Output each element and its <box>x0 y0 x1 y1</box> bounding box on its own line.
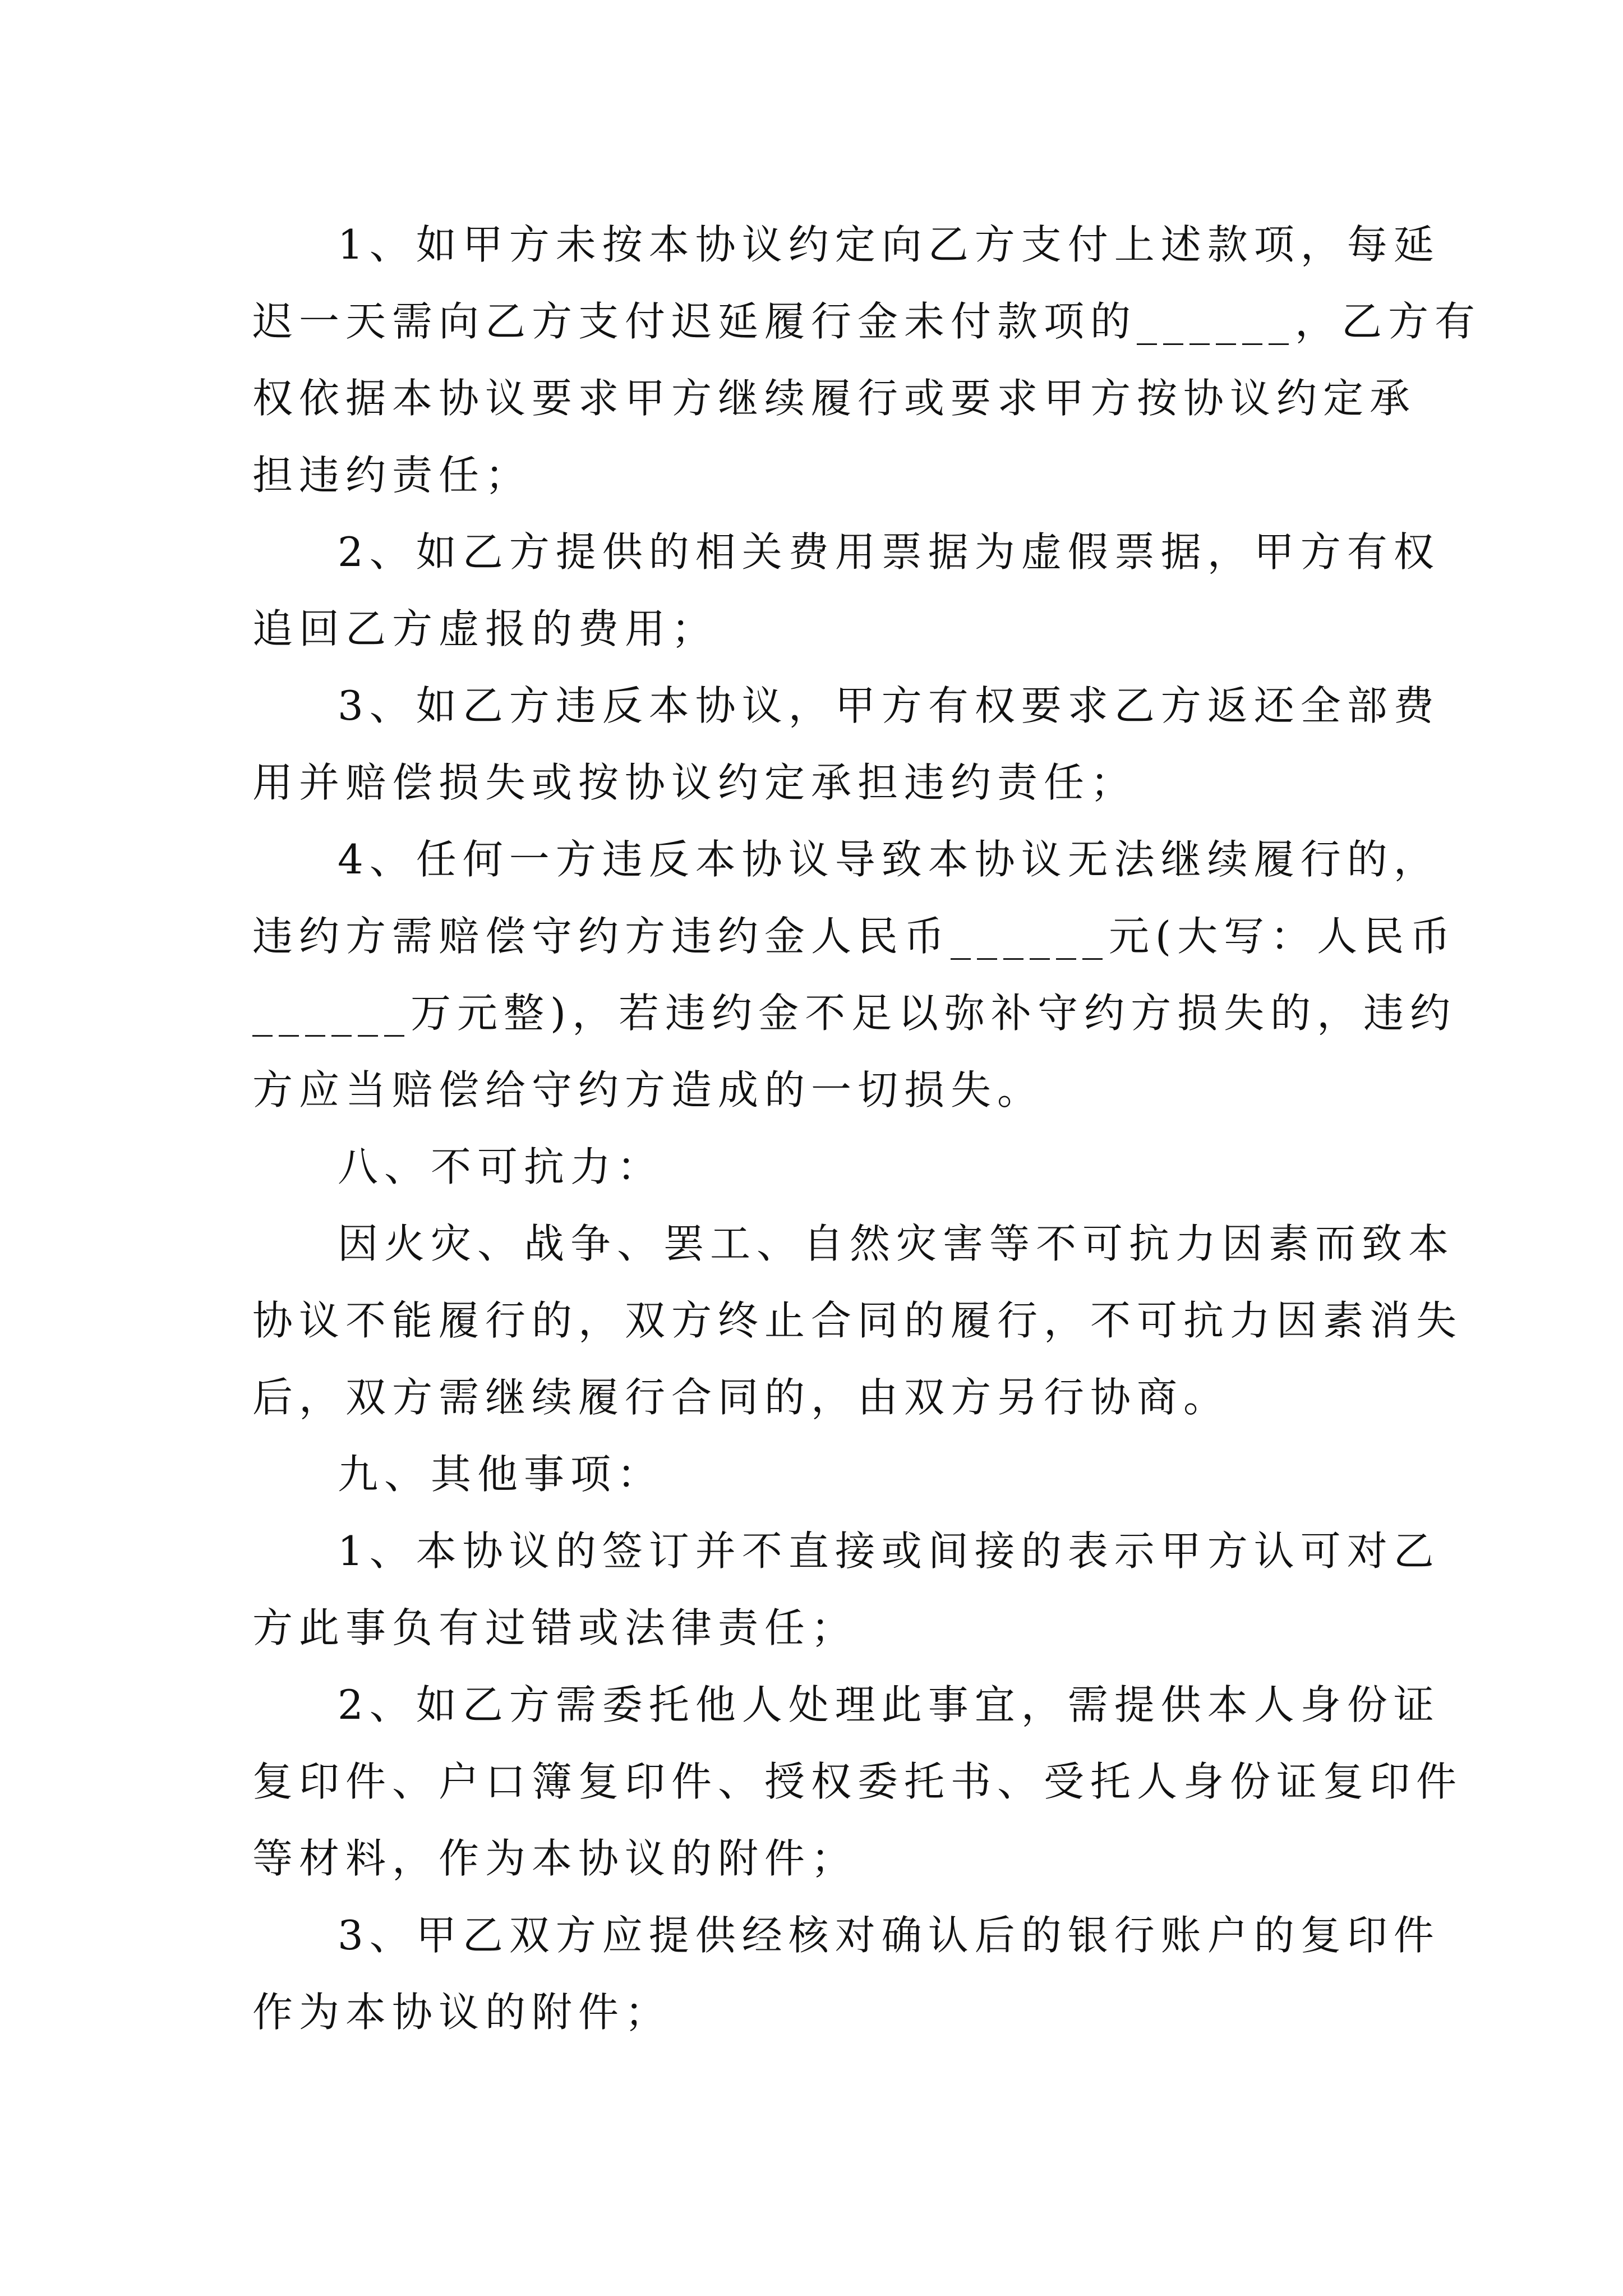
text-line: 2、如乙方需委托他人处理此事宜，需提供本人身份证 <box>338 1681 1440 1728</box>
text-line: 1、本协议的签订并不直接或间接的表示甲方认可对乙 <box>338 1527 1440 1575</box>
text-line: 3、如乙方违反本协议，甲方有权要求乙方返还全部费 <box>338 682 1440 729</box>
text-line: ______万元整)，若违约金不足以弥补守约方损失的，违约 <box>252 990 1457 1037</box>
text-line: 1、如甲方未按本协议约定向乙方支付上述款项，每延 <box>338 221 1440 268</box>
text-line: 权依据本协议要求甲方继续履行或要求甲方按协议约定承 <box>252 375 1417 422</box>
text-line: 3、甲乙双方应提供经核对确认后的银行账户的复印件 <box>338 1912 1440 1959</box>
text-line: 协议不能履行的，双方终止合同的履行，不可抗力因素消失 <box>252 1297 1463 1344</box>
text-line: 作为本协议的附件； <box>252 1989 672 2036</box>
section-heading: 九、其他事项： <box>338 1451 664 1498</box>
text-line: 2、如乙方提供的相关费用票据为虚假票据，甲方有权 <box>338 528 1440 576</box>
section-heading: 八、不可抗力： <box>338 1143 664 1190</box>
text-line: 用并赔偿损失或按协议约定承担违约责任； <box>252 759 1137 806</box>
text-line: 违约方需赔偿守约方违约金人民币______元(大写：人民币 <box>252 913 1457 960</box>
text-line: 4、任何一方违反本协议导致本协议无法继续履行的， <box>338 836 1440 883</box>
text-line: 因火灾、战争、罢工、自然灾害等不可抗力因素而致本 <box>338 1220 1455 1267</box>
text-line: 等材料，作为本协议的附件； <box>252 1835 858 1882</box>
text-line: 方应当赔偿给守约方造成的一切损失。 <box>252 1066 1044 1114</box>
text-line: 复印件、户口簿复印件、授权委托书、受托人身份证复印件 <box>252 1758 1463 1805</box>
text-line: 追回乙方虚报的费用； <box>252 605 718 652</box>
text-line: 担违约责任； <box>252 452 532 499</box>
text-line: 后，双方需继续履行合同的，由双方另行协商。 <box>252 1374 1230 1421</box>
text-line: 方此事负有过错或法律责任； <box>252 1604 858 1651</box>
text-line: 迟一天需向乙方支付迟延履行金未付款项的______，乙方有 <box>252 298 1482 345</box>
